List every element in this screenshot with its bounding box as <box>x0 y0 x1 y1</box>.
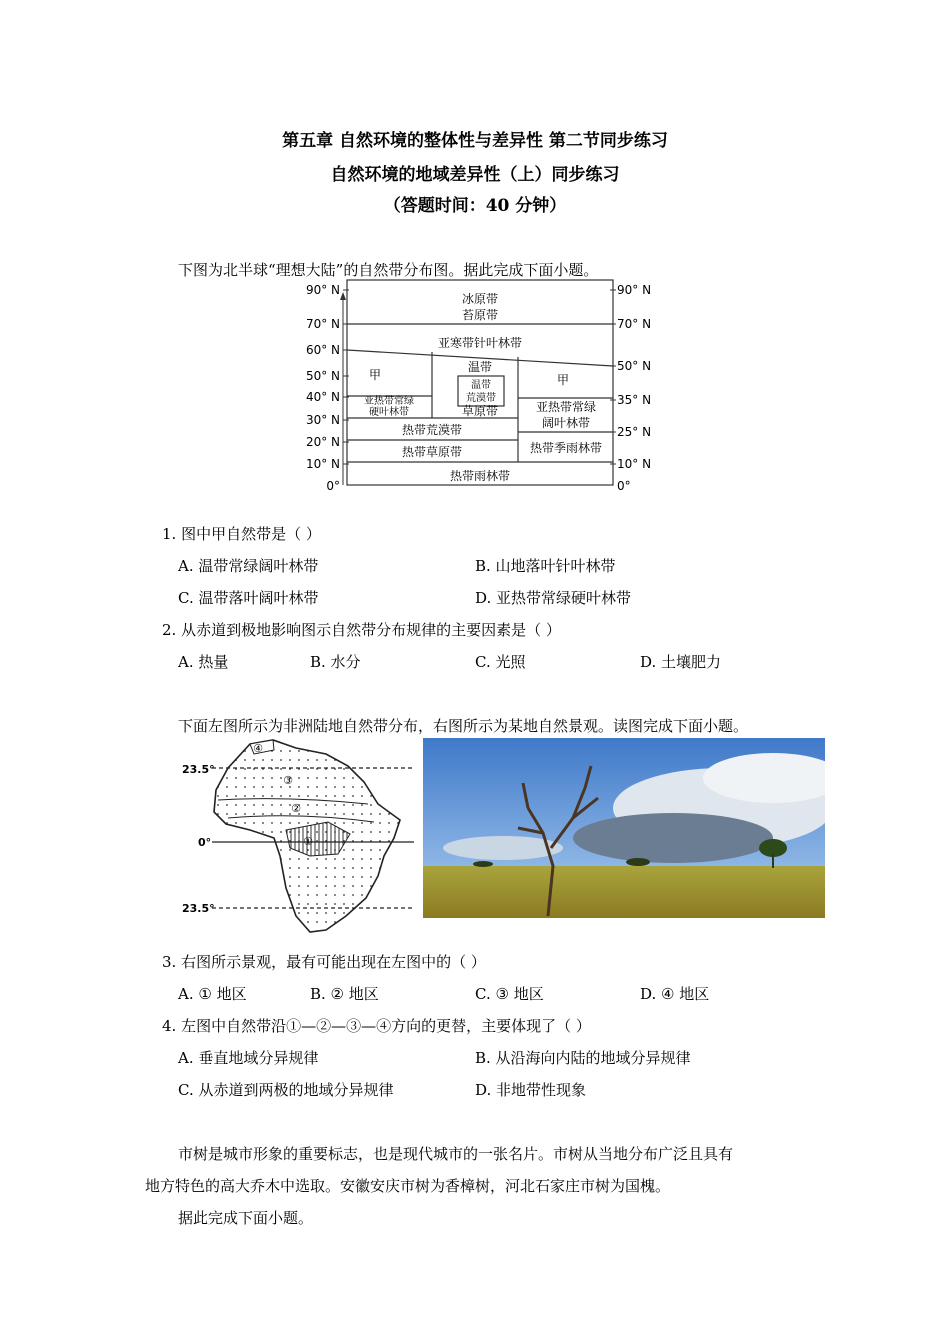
right-lat-label: 90° N <box>617 283 652 297</box>
time-limit: （答题时间：40 分钟） <box>383 196 567 216</box>
q4-option-c[interactable]: C. 从赤道到两极的地域分异规律 <box>178 1081 394 1099</box>
right-lat-label: 0° <box>617 479 631 493</box>
q3-option-d[interactable]: D. ④ 地区 <box>640 985 710 1003</box>
left-lat-label: 20° N <box>305 435 340 449</box>
zone-temp-desert-2: 荒漠带 <box>466 393 496 404</box>
q2-option-d[interactable]: D. 土壤肥力 <box>640 653 722 671</box>
q1-option-d[interactable]: D. 亚热带常绿硬叶林带 <box>475 589 632 607</box>
left-lat-label: 0° <box>326 479 340 493</box>
right-lat-label: 10° N <box>617 457 652 471</box>
q2-option-a[interactable]: A. 热量 <box>178 653 229 671</box>
zone-jia-left: 甲 <box>368 368 382 382</box>
zone-rainforest: 热带雨林带 <box>449 469 511 483</box>
q2-option-b[interactable]: B. 水分 <box>310 653 361 671</box>
zone-temp-grass: 草原带 <box>461 404 499 418</box>
zone-trop-desert: 热带荒漠带 <box>401 423 463 437</box>
zone-subtrop-1: 亚热带常绿 <box>535 400 597 414</box>
marker-4: ④ <box>253 742 263 755</box>
q3-option-b[interactable]: B. ② 地区 <box>310 985 379 1003</box>
section2-intro: 下面左图所示为非洲陆地自然带分布，右图所示为某地自然景观。读图完成下面小题。 <box>178 717 749 735</box>
zone-temperate: 温带 <box>467 360 493 374</box>
left-lat-label: 30° N <box>305 413 340 427</box>
q3-option-a[interactable]: A. ① 地区 <box>178 985 247 1003</box>
africa-zone-map <box>178 738 418 938</box>
right-lat-label: 25° N <box>617 425 652 439</box>
left-lat-label: 10° N <box>305 457 340 471</box>
right-lat-label: 70° N <box>617 317 652 331</box>
q4-option-b[interactable]: B. 从沿海向内陆的地域分异规律 <box>475 1049 691 1067</box>
section3-paragraph-3: 据此完成下面小题。 <box>178 1209 314 1227</box>
chapter-title: 第五章 自然环境的整体性与差异性 第二节同步练习 <box>282 131 668 151</box>
zone-tundra: 苔原带 <box>461 308 499 322</box>
left-lat-label: 70° N <box>305 317 340 331</box>
section3-paragraph-1: 市树是城市形象的重要标志，也是现代城市的一张名片。市树从当地分布广泛且具有 <box>178 1145 734 1163</box>
zone-monsoon: 热带季雨林带 <box>529 441 603 455</box>
question-4-stem: 4. 左图中自然带沿①—②—③—④方向的更替，主要体现了（ ） <box>162 1017 591 1035</box>
q4-option-d[interactable]: D. 非地带性现象 <box>475 1081 587 1099</box>
right-lat-label: 35° N <box>617 393 652 407</box>
lat-south-label: 23.5° <box>182 902 215 915</box>
left-lat-label: 50° N <box>305 369 340 383</box>
q3-option-c[interactable]: C. ③ 地区 <box>475 985 544 1003</box>
question-1-stem: 1. 图中甲自然带是（ ） <box>162 525 321 543</box>
zone-subtrop-2: 阔叶林带 <box>541 416 591 430</box>
marker-3: ③ <box>283 774 293 787</box>
zone-taiga: 亚寒带针叶林带 <box>437 336 523 350</box>
right-lat-label: 50° N <box>617 359 652 373</box>
zone-jia-right: 甲 <box>556 373 570 387</box>
zone-temp-desert-1: 温带 <box>471 380 491 391</box>
section1-intro: 下图为北半球“理想大陆”的自然带分布图。据此完成下面小题。 <box>178 261 599 279</box>
q4-option-a[interactable]: A. 垂直地域分异规律 <box>178 1049 319 1067</box>
left-lat-label: 60° N <box>305 343 340 357</box>
zone-med-2: 硬叶林带 <box>369 407 409 418</box>
section3-paragraph-2: 地方特色的高大乔木中选取。安徽安庆市树为香樟树，河北石家庄市树为国槐。 <box>145 1177 671 1195</box>
q2-option-c[interactable]: C. 光照 <box>475 653 526 671</box>
q1-option-a[interactable]: A. 温带常绿阔叶林带 <box>178 557 319 575</box>
q1-option-c[interactable]: C. 温带落叶阔叶林带 <box>178 589 319 607</box>
zone-med-1: 亚热带常绿 <box>364 396 414 407</box>
question-3-stem: 3. 右图所示景观，最有可能出现在左图中的（ ） <box>162 953 486 971</box>
zone-ice: 冰原带 <box>461 292 499 306</box>
q1-option-b[interactable]: B. 山地落叶针叶林带 <box>475 557 616 575</box>
left-lat-label: 90° N <box>305 283 340 297</box>
equator-label: 0° <box>198 836 212 849</box>
question-2-stem: 2. 从赤道到极地影响图示自然带分布规律的主要因素是（ ） <box>162 621 561 639</box>
marker-2: ② <box>291 802 301 815</box>
marker-1: ① <box>303 835 313 848</box>
left-lat-label: 40° N <box>305 390 340 404</box>
savanna-landscape-photo <box>423 738 825 918</box>
zone-trop-grass: 热带草原带 <box>401 445 463 459</box>
section-title: 自然环境的地域差异性（上）同步练习 <box>330 165 620 185</box>
lat-north-label: 23.5° <box>182 763 215 776</box>
